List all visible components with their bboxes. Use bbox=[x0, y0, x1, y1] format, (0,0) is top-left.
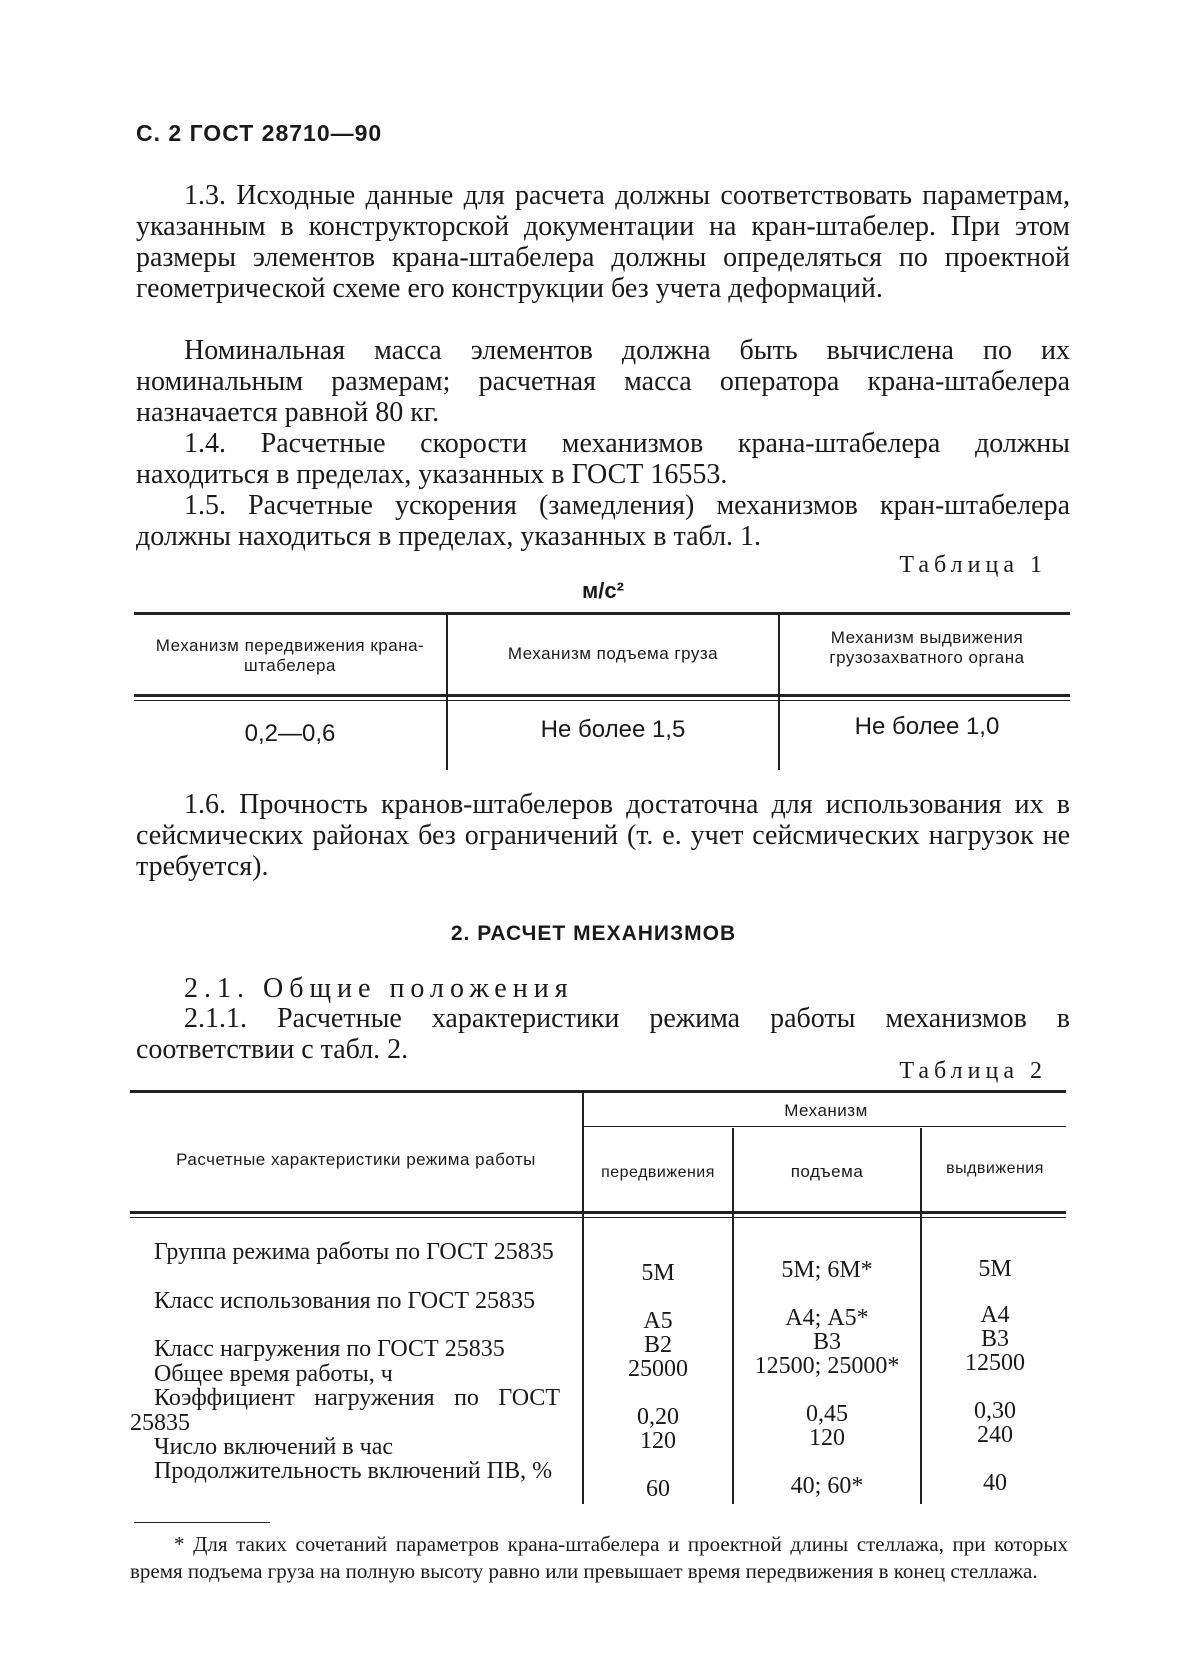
footnote: * Для таких сочетаний параметров крана-штабелера и проектной длины стеллажа, при которых время подъема груза на полную высоту равно или превышает время передвижения в конец стеллажа. bbox=[130, 1532, 1068, 1583]
table1-col-divider bbox=[778, 614, 780, 770]
table1-value-cell: Не более 1,5 bbox=[540, 716, 686, 743]
table2-cell: 0,45 bbox=[806, 1401, 848, 1427]
table2-header-rule-double bbox=[130, 1217, 1066, 1218]
table2-col-divider bbox=[732, 1128, 734, 1504]
page-header: С. 2 ГОСТ 28710—90 bbox=[136, 120, 383, 146]
table2-cell: 12500 bbox=[965, 1350, 1025, 1376]
table2-col-divider bbox=[582, 1092, 584, 1504]
table2-cell: А4 bbox=[980, 1302, 1010, 1328]
paragraph-1-3: 1.3. Исходные данные для расчета должны соответствовать параметрам, указанным в конструкторской документации на кран-штабелер. При этом размеры элементов крана-штабелера должны определяться по проектной геометрической схеме его конструкции без учета деформаций. bbox=[136, 180, 1070, 304]
paragraph-2-1-1: 2.1.1. Расчетные характеристики режима работы механизмов в соответствии с табл. 2. bbox=[136, 1003, 1070, 1065]
footnote-rule bbox=[134, 1522, 270, 1523]
table2-header-rule bbox=[130, 1211, 1066, 1214]
table2-row-label: Число включений в час bbox=[154, 1434, 394, 1460]
table2-top-rule bbox=[130, 1090, 1066, 1093]
section-2-title: 2. РАСЧЕТ МЕХАНИЗМОВ bbox=[450, 922, 737, 945]
table2-cell: А5 bbox=[643, 1308, 673, 1334]
table1-header-rule bbox=[134, 694, 1070, 697]
table2-row-label: Класс использования по ГОСТ 25835 bbox=[154, 1288, 536, 1314]
paragraph-1-6: 1.6. Прочность кранов-штабелеров достаточна для использования их в сейсмических районах без ограничений (т. е. учет сейсмических нагрузок не требуется). bbox=[136, 789, 1070, 882]
table2-sub-header: передвижения bbox=[601, 1164, 715, 1181]
table2-cell: 120 bbox=[809, 1425, 845, 1451]
table2-caption: Таблица 2 bbox=[899, 1058, 1047, 1084]
table1-header-rule-double bbox=[134, 700, 1070, 701]
table2-cell: 25000 bbox=[628, 1356, 688, 1382]
table2-cell: В3 bbox=[980, 1326, 1009, 1352]
table2-cell: 5М bbox=[641, 1260, 675, 1286]
table2-cell: В2 bbox=[643, 1332, 672, 1358]
table1-caption: Таблица 1 bbox=[899, 552, 1047, 578]
table2-group-rule bbox=[584, 1126, 1066, 1127]
table1-header-cell: Механизм подъема груза bbox=[507, 644, 719, 663]
table2-col-divider bbox=[920, 1128, 922, 1504]
table1-top-rule bbox=[134, 612, 1070, 615]
table2-row-label: Группа режима работы по ГОСТ 25835 bbox=[154, 1239, 554, 1265]
table2-cell: 120 bbox=[640, 1428, 676, 1454]
table2-group-header: Механизм bbox=[784, 1101, 868, 1120]
table2-cell: 60 bbox=[646, 1476, 670, 1502]
paragraph-1-5: 1.5. Расчетные ускорения (замедления) механизмов кран-штабелера должны находиться в пределах, указанных в табл. 1. bbox=[136, 490, 1070, 552]
table2-row-label: Общее время работы, ч bbox=[154, 1361, 393, 1387]
table1-header-cell: Механизм выдвижения грузозахватного органа bbox=[829, 628, 1025, 667]
table1-value-cell: 0,2—0,6 bbox=[244, 720, 336, 747]
table1-unit: м/с² bbox=[582, 578, 624, 603]
table2-row-label: Продолжительность включений ПВ, % bbox=[154, 1458, 553, 1484]
table2-cell: 12500; 25000* bbox=[754, 1353, 900, 1379]
table2-cell: 240 bbox=[977, 1422, 1013, 1448]
table2-sub-header: выдвижения bbox=[946, 1160, 1044, 1177]
table2-cell: 0,20 bbox=[637, 1404, 679, 1430]
paragraph-1-4: 1.4. Расчетные скорости механизмов крана-штабелера должны находиться в пределах, указанных в ГОСТ 16553. bbox=[136, 428, 1070, 490]
paragraph-2-1: 2.1. Общие положения bbox=[184, 973, 574, 1004]
paragraph-1-3-mass: Номинальная масса элементов должна быть вычислена по их номинальным размерам; расчетная масса оператора крана-штабелера назначается равной 80 кг. bbox=[136, 335, 1070, 428]
table1-header-cell: Механизм передвижения крана-штабелера bbox=[155, 636, 425, 675]
table2-cell: 40; 60* bbox=[790, 1473, 864, 1499]
table2-cell: В3 bbox=[812, 1329, 841, 1355]
table2-col0-header: Расчетные характеристики режима работы bbox=[176, 1150, 536, 1169]
table2-cell: 5М bbox=[978, 1256, 1012, 1282]
table2-cell: 5М; 6М* bbox=[781, 1257, 873, 1283]
table1-col-divider bbox=[446, 614, 448, 770]
table1-value-cell: Не более 1,0 bbox=[854, 713, 1000, 740]
table2-cell: 0,30 bbox=[974, 1398, 1016, 1424]
table2-cell: 40 bbox=[983, 1470, 1007, 1496]
table2-row-label: Класс нагружения по ГОСТ 25835 bbox=[154, 1336, 505, 1362]
table2-row-label: Коэффициент нагружения по ГОСТ 25835 bbox=[130, 1385, 560, 1436]
table2-cell: А4; А5* bbox=[785, 1305, 869, 1331]
table2-sub-header: подъема bbox=[790, 1162, 864, 1181]
